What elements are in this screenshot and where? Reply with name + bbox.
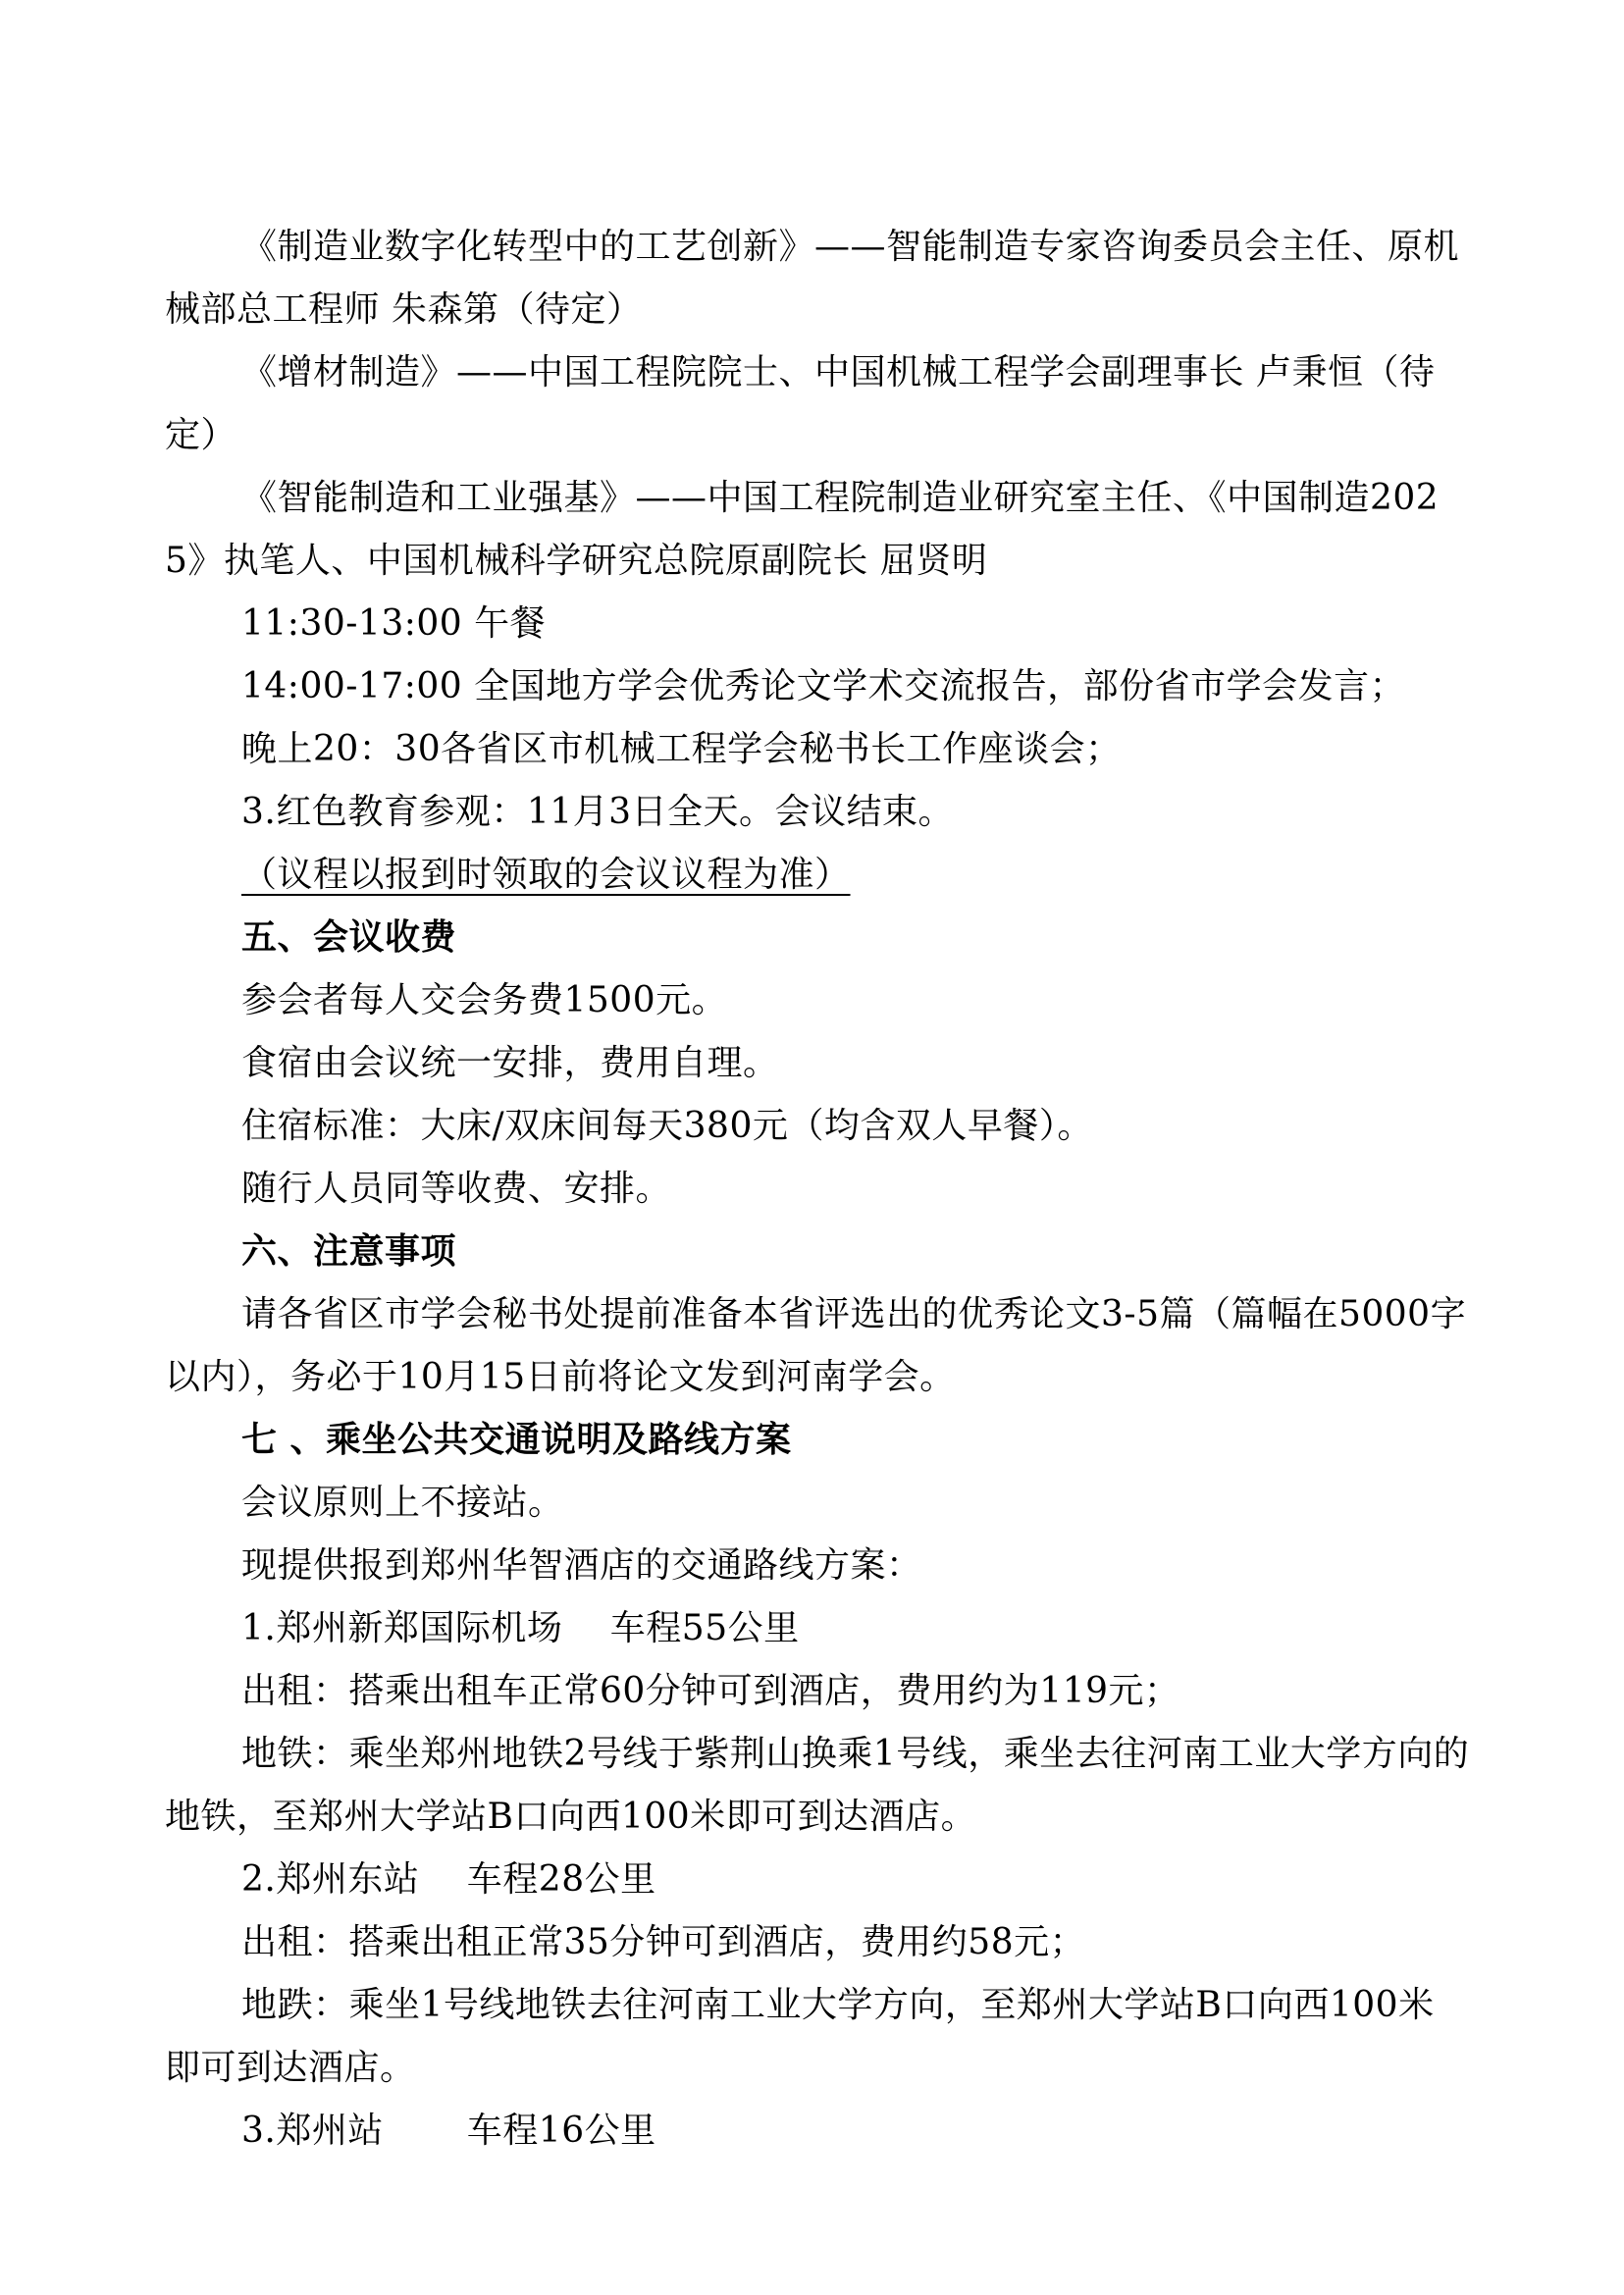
agenda-note: （议程以报到时领取的会议议程为准） xyxy=(241,855,851,895)
agenda-lunch: 11:30-13:00 午餐 xyxy=(241,603,547,644)
section-heading-transport: 七 、乘坐公共交通说明及路线方案 xyxy=(241,1420,792,1460)
route-east-station-metro: 地跌：乘坐1号线地铁去往河南工业大学方向，至郑州大学站B口向西100米即可到达酒店。 xyxy=(165,1985,1435,2088)
document-body xyxy=(165,216,1470,2163)
fee-board: 食宿由会议统一安排，费用自理。 xyxy=(241,1043,779,1083)
agenda-afternoon: 14:00-17:00 全国地方学会优秀论文学术交流报告，部份省市学会发言； xyxy=(241,666,1406,706)
route-airport-metro: 地铁：乘坐郑州地铁2号线于紫荆山换乘1号线，乘坐去往河南工业大学方向的地铁，至郑州大学站B口向西100米即可到达酒店。 xyxy=(165,1734,1470,1837)
agenda-talk-2: 《增材制造》——中国工程院院士、中国机械工程学会副理事长 卢秉恒（待定） xyxy=(165,352,1436,455)
route-airport-taxi: 出租：搭乘出租车正常60分钟可到酒店，费用约为119元； xyxy=(241,1671,1180,1711)
fee-accommodation: 住宿标准：大床/双床间每天380元（均含双人早餐）。 xyxy=(241,1106,1093,1146)
agenda-evening: 晚上20：30各省区市机械工程学会秘书长工作座谈会； xyxy=(241,729,1122,769)
route-airport: 1.郑州新郑国际机场 车程55公里 xyxy=(241,1608,800,1648)
transport-intro: 现提供报到郑州华智酒店的交通路线方案： xyxy=(241,1545,922,1586)
route-east-station-taxi: 出租：搭乘出租正常35分钟可到酒店，费用约58元； xyxy=(241,1922,1086,1962)
agenda-talk-1: 《制造业数字化转型中的工艺创新》——智能制造专家咨询委员会主任、原机械部总工程师 朱森第（待定） xyxy=(165,227,1460,330)
transport-no-pickup: 会议原则上不接站。 xyxy=(241,1483,564,1523)
notes-papers: 请各省区市学会秘书处提前准备本省评选出的优秀论文3-5篇（篇幅在5000字以内），务必于10月15日前将论文发到河南学会。 xyxy=(165,1294,1467,1397)
section-heading-notes: 六、注意事项 xyxy=(241,1231,457,1272)
fee-conference: 参会者每人交会务费1500元。 xyxy=(241,980,728,1020)
route-east-station: 2.郑州东站 车程28公里 xyxy=(241,1859,656,1900)
route-zhengzhou-station: 3.郑州站 车程16公里 xyxy=(241,2111,656,2151)
agenda-red-education: 3.红色教育参观：11月3日全天。会议结束。 xyxy=(241,792,955,832)
section-heading-fees: 五、会议收费 xyxy=(241,917,457,958)
agenda-talk-3: 《智能制造和工业强基》——中国工程院制造业研究室主任、《中国制造2025》执笔人、中国机械科学研究总院原副院长 屈贤明 xyxy=(165,478,1440,581)
fee-companions: 随行人员同等收费、安排。 xyxy=(241,1169,672,1209)
